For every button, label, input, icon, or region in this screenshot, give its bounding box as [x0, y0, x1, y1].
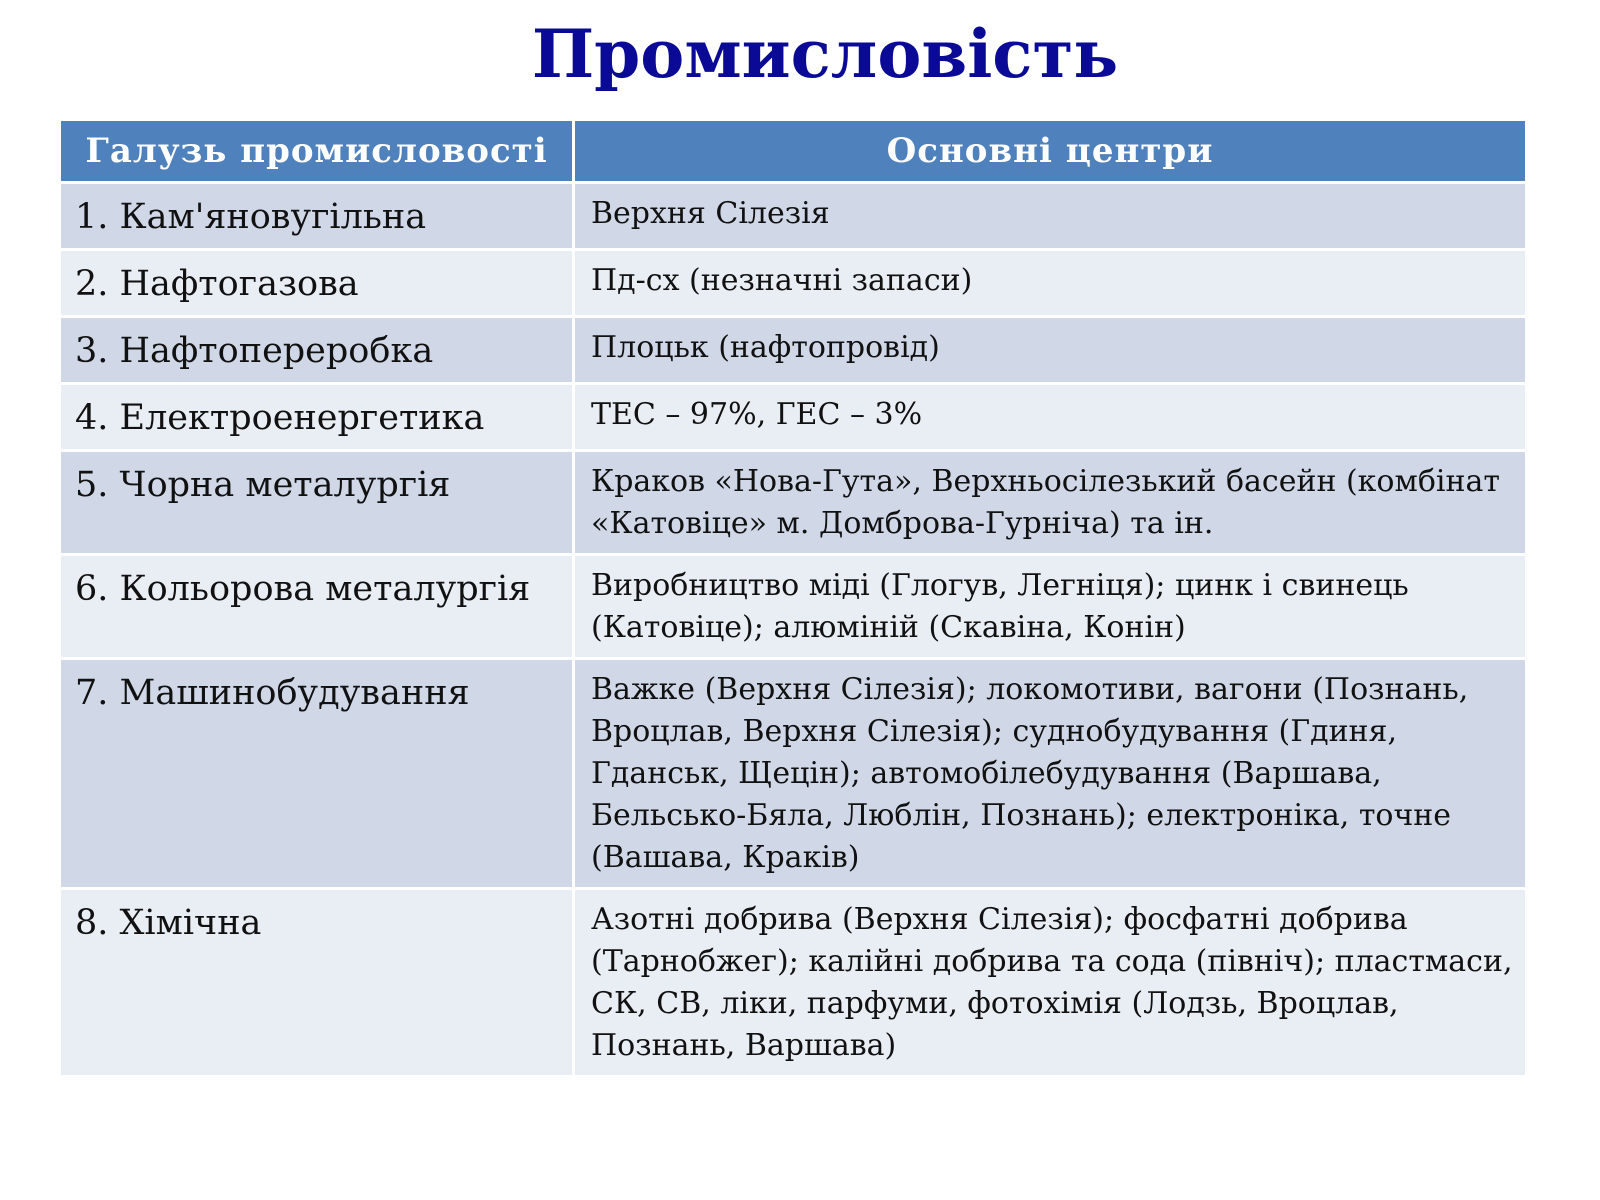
- page-title: Промисловість: [531, 15, 1119, 93]
- centers-cell: Плоцьк (нафтопровід): [574, 317, 1527, 384]
- table-row: [60, 250, 1527, 317]
- header-branch: Галузь промисловості: [60, 120, 574, 183]
- table-row: [60, 659, 1527, 889]
- branch-cell: 5. Чорна металургія: [60, 451, 574, 555]
- table-row: [60, 555, 1527, 659]
- centers-cell: Пд-сх (незначні запаси): [574, 250, 1527, 317]
- centers-cell: Верхня Сілезія: [574, 183, 1527, 250]
- table-row: [60, 317, 1527, 384]
- centers-cell: Азотні добрива (Верхня Сілезія); фосфатні добрива (Тарнобжег); калійні добрива та сода (північ); пластмаси, СК, СВ, ліки, парфуми, фотохімія (Лодзь, Вроцлав, Познань, Варшава): [574, 889, 1527, 1077]
- centers-cell: Краков «Нова-Гута», Верхньосілезький басейн (комбінат «Катовіце» м. Домброва-Гурніча) та ін.: [574, 451, 1527, 555]
- branch-cell: 2. Нафтогазова: [60, 250, 574, 317]
- header-centers: Основні центри: [574, 120, 1527, 183]
- centers-cell: Важке (Верхня Сілезія); локомотиви, вагони (Познань, Вроцлав, Верхня Сілезія); суднобудування (Гдиня, Гданськ, Щецін); автомобілебудування (Варшава, Бельсько-Бяла, Люблін, Познань); електроніка, точне (Вашава, Краків): [574, 659, 1527, 889]
- centers-cell: ТЕС – 97%, ГЕС – 3%: [574, 384, 1527, 451]
- table-row: [60, 183, 1527, 250]
- branch-cell: 4. Електроенергетика: [60, 384, 574, 451]
- table-row: [60, 889, 1527, 1077]
- branch-cell: 1. Кам'яновугільна: [60, 183, 574, 250]
- branch-cell: 8. Хімічна: [60, 889, 574, 1077]
- table-header-row: [60, 120, 1527, 183]
- centers-cell: Виробництво міді (Глогув, Легніця); цинк і свинець (Катовіце); алюміній (Скавіна, Конін): [574, 555, 1527, 659]
- table-row: [60, 384, 1527, 451]
- branch-cell: 6. Кольорова металургія: [60, 555, 574, 659]
- industry-table: [58, 118, 1528, 1078]
- table-row: [60, 451, 1527, 555]
- branch-cell: 7. Машинобудування: [60, 659, 574, 889]
- branch-cell: 3. Нафтопереробка: [60, 317, 574, 384]
